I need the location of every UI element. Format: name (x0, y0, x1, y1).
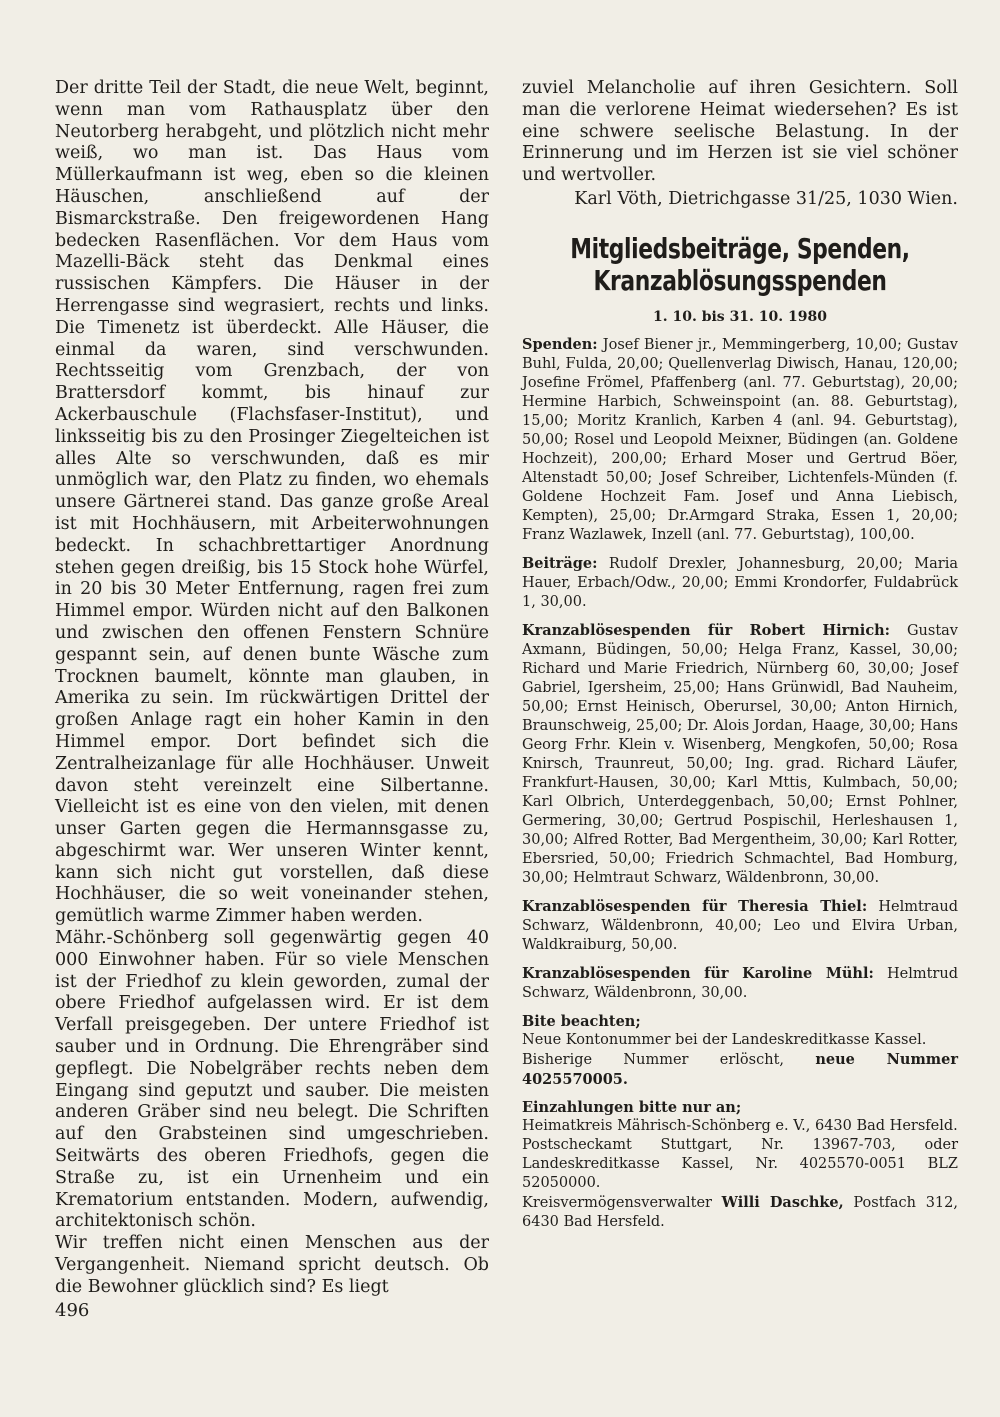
treasurer-name: Willi Daschke, (721, 1193, 844, 1211)
section-label: Kranzablösespenden für Robert Hirnich: (522, 621, 891, 639)
section-text: Gustav Axmann, Büdingen, 50,00; Helga Franz, Kassel, 30,00; Richard und Marie Friedrich, Nürnberg 60, 30,00; Josef Gabriel, Igersheim, 25,00; Hans Grünwidl, Bad Nauheim, 50,00; Ernst Heinisch, Oberursel, 30,00; Anton Hirnich, Braunschweig, 25,00; Dr. Alois Jordan, Haage, 30,00; Hans Georg Frhr. Klein v. Wisenberg, Mengkofen, 50,00; Rosa Knirsch, Traunreut, 50,00; Ing. grad. Richard Läufer, Frankfurt-Hausen, 30,00; Karl Mttis, Kulmbach, 50,00; Karl Olbrich, Unterdeggenbach, 50,00; Ernst Pohlner, Germering, 30,00; Gertrud Pospischil, Herleshausen 1, 30,00; Alfred Rotter, Bad Mergentheim, 30,00; Karl Rotter, Ebersried, 50,00; Friedrich Schmachtel, Bad Homburg, 30,00; Helmtraut Schwarz, Wäldenbronn, 30,00. (522, 622, 958, 886)
article-paragraph-3: Wir treffen nicht einen Menschen aus der Vergangenheit. Niemand spricht deutsch. Ob die Bewohner glücklich sind? Es liegt (55, 1233, 489, 1297)
right-column (522, 78, 958, 1232)
donation-section-beitraege (522, 554, 958, 612)
notice-title: Bite beachten; (522, 1012, 641, 1030)
payment-line-2: Postscheckamt Stuttgart, Nr. 13967-703, oder Landeskreditkasse Kassel, Nr. 4025570-0051 BLZ 52050000. (522, 1136, 958, 1191)
author-signature: Karl Vöth, Dietrichgasse 31/25, 1030 Wien. (574, 188, 958, 209)
notice-block (522, 1012, 958, 1232)
new-account-number: neue Nummer 4025570005. (522, 1050, 958, 1088)
section-label: Kranzablösespenden für Karoline Mühl: (522, 964, 874, 982)
donation-section-muehl (522, 964, 958, 1003)
left-column (55, 78, 489, 1299)
page-number: 496 (55, 1300, 90, 1321)
payment-line-1: Heimatkreis Mährisch-Schönberg e. V., 6430 Bad Hersfeld. (522, 1117, 958, 1134)
section-text: Rudolf Drexler, Johannesburg, 20,00; Maria Hauer, Erbach/Odw., 20,00; Emmi Krondorfer, Fuldabrück 1, 30,00. (522, 555, 958, 610)
payment-line-3-prefix: Kreisvermögensverwalter (522, 1194, 722, 1211)
heading-line-1: Mitgliedsbeiträge, Spenden, (570, 231, 910, 265)
heading-line-2: Kranzablösungsspenden (593, 263, 887, 297)
section-heading (570, 233, 910, 297)
donation-section-thiel (522, 897, 958, 955)
notice-line-2-prefix: Bisherige Nummer erlöscht, (522, 1051, 816, 1068)
article-paragraph-1: Der dritte Teil der Stadt, die neue Welt, beginnt, wenn man vom Rathausplatz über den Neutorberg herabgeht, und plötzlich nicht mehr weiß, wo man ist. Das Haus vom Müllerkaufmann ist weg, eben so die kleinen Häuschen, anschließend auf der Bismarckstraße. Den freigewordenen Hang bedecken Rasenflächen. Vor dem Haus vom Mazelli-Bäck steht das Denkmal eines russischen Kämpfers. Die Häuser in der Herrengasse sind wegrasiert, rechts und links. Die Timenetz ist überdeckt. Alle Häuser, die einmal da waren, sind verschwunden. Rechtsseitig vom Grenzbach, der von Brattersdorf kommt, bis hinauf zur Ackerbauschule (Flachsfaser-Institut), und linksseitig bis zu den Prosinger Ziegelteichen ist alles Alte so verschwunden, daß es mir unmöglich war, den Platz zu finden, wo ehemals unsere Gärtnerei stand. Das ganze große Areal ist mit Hochhäusern, mit Arbeiterwohnungen bedeckt. In schachbrettartiger Anordnung stehen gegen dreißig, bis 15 Stock hohe Würfel, in 20 bis 30 Meter Entfernung, ragen frei zum Himmel empor. Würden nicht auf den Balkonen und zwischen den offenen Fenstern Schnüre gespannt sein, auf denen bunte Wäsche zum Trocknen baumelt, könnte man glauben, in Amerika zu sein. Im rückwärtigen Drittel der großen Anlage ragt ein hoher Kamin in den Himmel empor. Dort befindet sich die Zentralheizanlage für alle Hochhäuser. Unweit davon steht vereinzelt eine Silbertanne. Vielleicht ist es eine von den vielen, mit denen unser Garten gegen die Hermannsgasse zu, abgeschirmt war. Wer unseren Winter kennt, kann sich nicht gut vorstellen, daß diese Hochhäuser, die so weit voneinander stehen, gemütlich warme Zimmer haben werden. (55, 78, 489, 927)
notice-line-1: Neue Kontonummer bei der Landeskreditkasse Kassel. (522, 1031, 927, 1048)
payment-line-3 (522, 1193, 958, 1232)
section-label: Beiträge: (522, 554, 598, 572)
date-range: 1. 10. bis 31. 10. 1980 (652, 308, 827, 325)
section-text: Josef Biener jr., Memmingerberg, 10,00; Gustav Buhl, Fulda, 20,00; Quellenverlag Diwisch, Hanau, 120,00; Josefine Frömel, Pfaffenberg (anl. 77. Geburtstag), 20,00; Hermine Harbich, Schweinspoint (an. 88. Geburtstag), 15,00; Moritz Kranlich, Karben 4 (anl. 94. Geburtstag), 50,00; Rosel und Leopold Meixner, Büdingen (an. Goldene Hochzeit), 200,00; Erhard Moser und Gertrud Böer, Altenstadt 50,00; Josef Schreiber, Lichtenfels-Münden (f. Goldene Hochzeit Fam. Josef und Anna Liebisch, Kempten), 25,00; Dr.Armgard Straka, Essen 1, 20,00; Franz Wazlawek, Inzell (anl. 77. Geburtstag), 100,00. (522, 336, 958, 543)
section-text: Helmtrud Schwarz, Wäldenbronn, 30,00. (522, 965, 958, 1001)
section-label: Spenden: (522, 335, 598, 353)
donation-section-spenden (522, 335, 958, 545)
payments-title: Einzahlungen bitte nur an; (522, 1098, 742, 1116)
article-paragraph-2: Mähr.-Schönberg soll gegenwärtig gegen 40 000 Einwohner haben. Für so viele Menschen ist der Friedhof zu klein geworden, zumal der obere Friedhof aufgelassen wird. Er ist dem Verfall preisgegeben. Der untere Friedhof ist sauber und in Ordnung. Die Ehrengräber sind gepflegt. Die Nobelgräber rechts neben dem Eingang sind geputzt und sauber. Die meisten anderen Gräber sind neu belegt. Die Schriften auf den Grabsteinen sind umgeschrieben. Seitwärts des oberen Friedhofs, gegen die Straße zu, ist ein Urnenheim und ein Krematorium entstanden. Modern, aufwendig, architektonisch schön. (55, 928, 489, 1232)
notice-line-2 (522, 1050, 958, 1090)
payment-line-3-suffix: Postfach 312, 6430 Bad Hersfeld. (522, 1194, 958, 1230)
donation-section-hirnich (522, 621, 958, 888)
article-continuation: zuviel Melancholie auf ihren Gesichtern. Soll man die verlorene Heimat wiedersehen? Es ist eine schwere seelische Belastung. In der Erinnerung und im Herzen ist sie viel schöner und wertvoller. (522, 78, 958, 186)
section-label: Kranzablösespenden für Theresia Thiel: (522, 897, 868, 915)
section-text: Helmtraud Schwarz, Wäldenbronn, 40,00; Leo und Elvira Urban, Waldkraiburg, 50,00. (522, 898, 958, 953)
